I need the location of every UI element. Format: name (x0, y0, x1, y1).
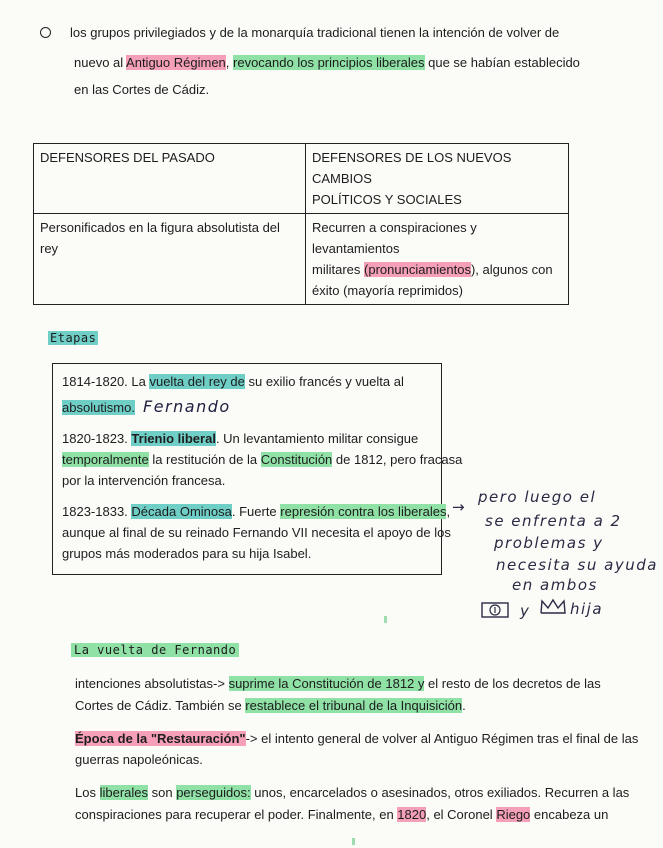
comparison-table (33, 143, 569, 305)
etapa-2-line-2 (62, 450, 462, 469)
right-cell-line (312, 259, 562, 280)
handwritten-note-line: hija (570, 600, 604, 618)
handwritten-arrow: → (452, 498, 467, 516)
cell-text: militares (312, 262, 365, 277)
right-cell-line: Recurren a conspiraciones y levantamientos (312, 220, 477, 256)
cell-text: ), algunos con (470, 262, 553, 277)
etapa-text: la restitución de la (148, 452, 261, 467)
highlight-pronunciamientos: (pronunciamientos (364, 262, 471, 277)
handwritten-note-line: y (520, 602, 531, 620)
etapa-1-line-2 (62, 398, 135, 417)
highlight-riego: Riego (496, 807, 531, 822)
etapa-2-line-1 (62, 429, 418, 448)
vuelta-text: Los (75, 785, 100, 800)
highlighter-mark (384, 616, 387, 623)
intro-text: en las Cortes de Cádiz. (74, 82, 210, 97)
etapa-text: por la intervención francesa. (62, 473, 226, 488)
etapa-text: 1814-1820. La (62, 374, 150, 389)
highlight-temporalmente: temporalmente (62, 452, 149, 467)
etapa-3-line-1 (62, 502, 450, 521)
highlight-decada-ominosa: Década Ominosa (131, 504, 232, 519)
etapa-3-line-3 (62, 544, 311, 563)
handwritten-note-line: problemas y (494, 534, 604, 552)
intro-text: los grupos privilegiados y de la monarquía tradicional tienen la intención de volver de (70, 25, 560, 40)
etapas-heading: Etapas (50, 331, 97, 345)
highlight-liberales: liberales (99, 785, 148, 800)
etapa-1-line-1 (62, 372, 404, 391)
handwritten-note-line: se enfrenta a 2 (485, 512, 622, 530)
vuelta-heading: La vuelta de Fernando (71, 643, 239, 657)
circled-one-doodle-icon (480, 600, 510, 620)
etapa-text: de 1812, pero fracasa (332, 452, 463, 467)
etapa-text: grupos más moderados para su hija Isabel. (62, 546, 312, 561)
etapa-text: . Fuerte (231, 504, 281, 519)
header-left: DEFENSORES DEL PASADO (40, 150, 215, 165)
intro-line-1 (70, 23, 559, 42)
vuelta-p1-line-2 (75, 696, 466, 715)
table-cell (306, 214, 569, 305)
etapa-text: su exilio francés y vuelta al (244, 374, 404, 389)
etapa-text: 1820-1823. (62, 431, 132, 446)
highlighter-mark (352, 838, 355, 845)
vuelta-p3-line-1 (75, 783, 629, 802)
vuelta-text: , el Coronel (426, 807, 497, 822)
highlight-represion: represión contra los liberales (280, 504, 447, 519)
vuelta-text: el resto de los decretos de las (424, 676, 601, 691)
vuelta-p2-line-2 (75, 750, 203, 769)
bullet-marker (40, 27, 51, 38)
table-cell (34, 214, 306, 305)
handwritten-note-line: en ambos (512, 576, 598, 594)
left-cell-text: Personificados en la figura absolutista del rey (40, 220, 280, 256)
intro-line-3 (74, 80, 209, 99)
vuelta-text: unos, encarcelados o asesinados, otros exiliados. Recurren a las (250, 785, 630, 800)
highlight-restauracion: Época de la "Restauración" (75, 731, 246, 746)
table-row (34, 214, 569, 305)
header-right-line: POLÍTICOS Y SOCIALES (312, 192, 462, 207)
handwritten-fernando: Fernando (143, 397, 231, 416)
highlight-absolutismo: absolutismo. (62, 400, 135, 415)
etapa-2-line-3 (62, 471, 225, 490)
highlight-perseguidos: perseguidos: (176, 785, 251, 800)
highlight-trienio-liberal: Trienio liberal (131, 431, 216, 446)
highlight-antiguo-regimen: Antiguo Régimen (126, 55, 226, 70)
table-row (34, 144, 569, 214)
etapa-3-line-2 (62, 523, 451, 542)
header-right-line: DEFENSORES DE LOS NUEVOS CAMBIOS (312, 150, 512, 186)
intro-line-2 (74, 53, 580, 72)
table-header-cell (34, 144, 306, 214)
highlight-revocando: revocando los principios liberales (233, 55, 425, 70)
highlight-suprime: suprime la Constitución de 1812 y (228, 676, 425, 691)
intro-text: que se habían establecido (424, 55, 580, 70)
etapa-text: . Un levantamiento militar consigue (215, 431, 419, 446)
handwritten-note-line: pero luego el (478, 488, 597, 506)
vuelta-p1-line-1 (75, 674, 601, 693)
vuelta-text: . (462, 698, 466, 713)
highlight-constitucion: Constitución (260, 452, 333, 467)
vuelta-p2-line-1 (75, 729, 638, 748)
vuelta-text: intenciones absolutistas-> (75, 676, 229, 691)
vuelta-text: Cortes de Cádiz. También se (75, 698, 246, 713)
vuelta-text: conspiraciones para recuperar el poder. Finalmente, en (75, 807, 398, 822)
vuelta-p3-line-2 (75, 805, 608, 824)
highlight-1820: 1820 (397, 807, 427, 822)
handwritten-note-line: necesita su ayuda (496, 556, 658, 574)
highlight-vuelta-del-rey: vuelta del rey de (149, 374, 245, 389)
highlight-inquisicion: restablece el tribunal de la Inquisición (245, 698, 463, 713)
etapa-text: , (446, 504, 451, 519)
right-cell-line: éxito (mayoría reprimidos) (312, 283, 463, 298)
etapa-text: aunque al final de su reinado Fernando VII necesita el apoyo de los (62, 525, 451, 540)
vuelta-text: guerras napoleónicas. (75, 752, 203, 767)
table-header-cell (306, 144, 569, 214)
crown-doodle-icon (538, 598, 568, 616)
vuelta-text: encabeza un (530, 807, 609, 822)
vuelta-text: -> el intento general de volver al Antiguo Régimen tras el final de las (245, 731, 639, 746)
intro-text: nuevo al (74, 55, 127, 70)
vuelta-text: son (148, 785, 177, 800)
etapa-text: 1823-1833. (62, 504, 132, 519)
intro-text: , (225, 55, 234, 70)
